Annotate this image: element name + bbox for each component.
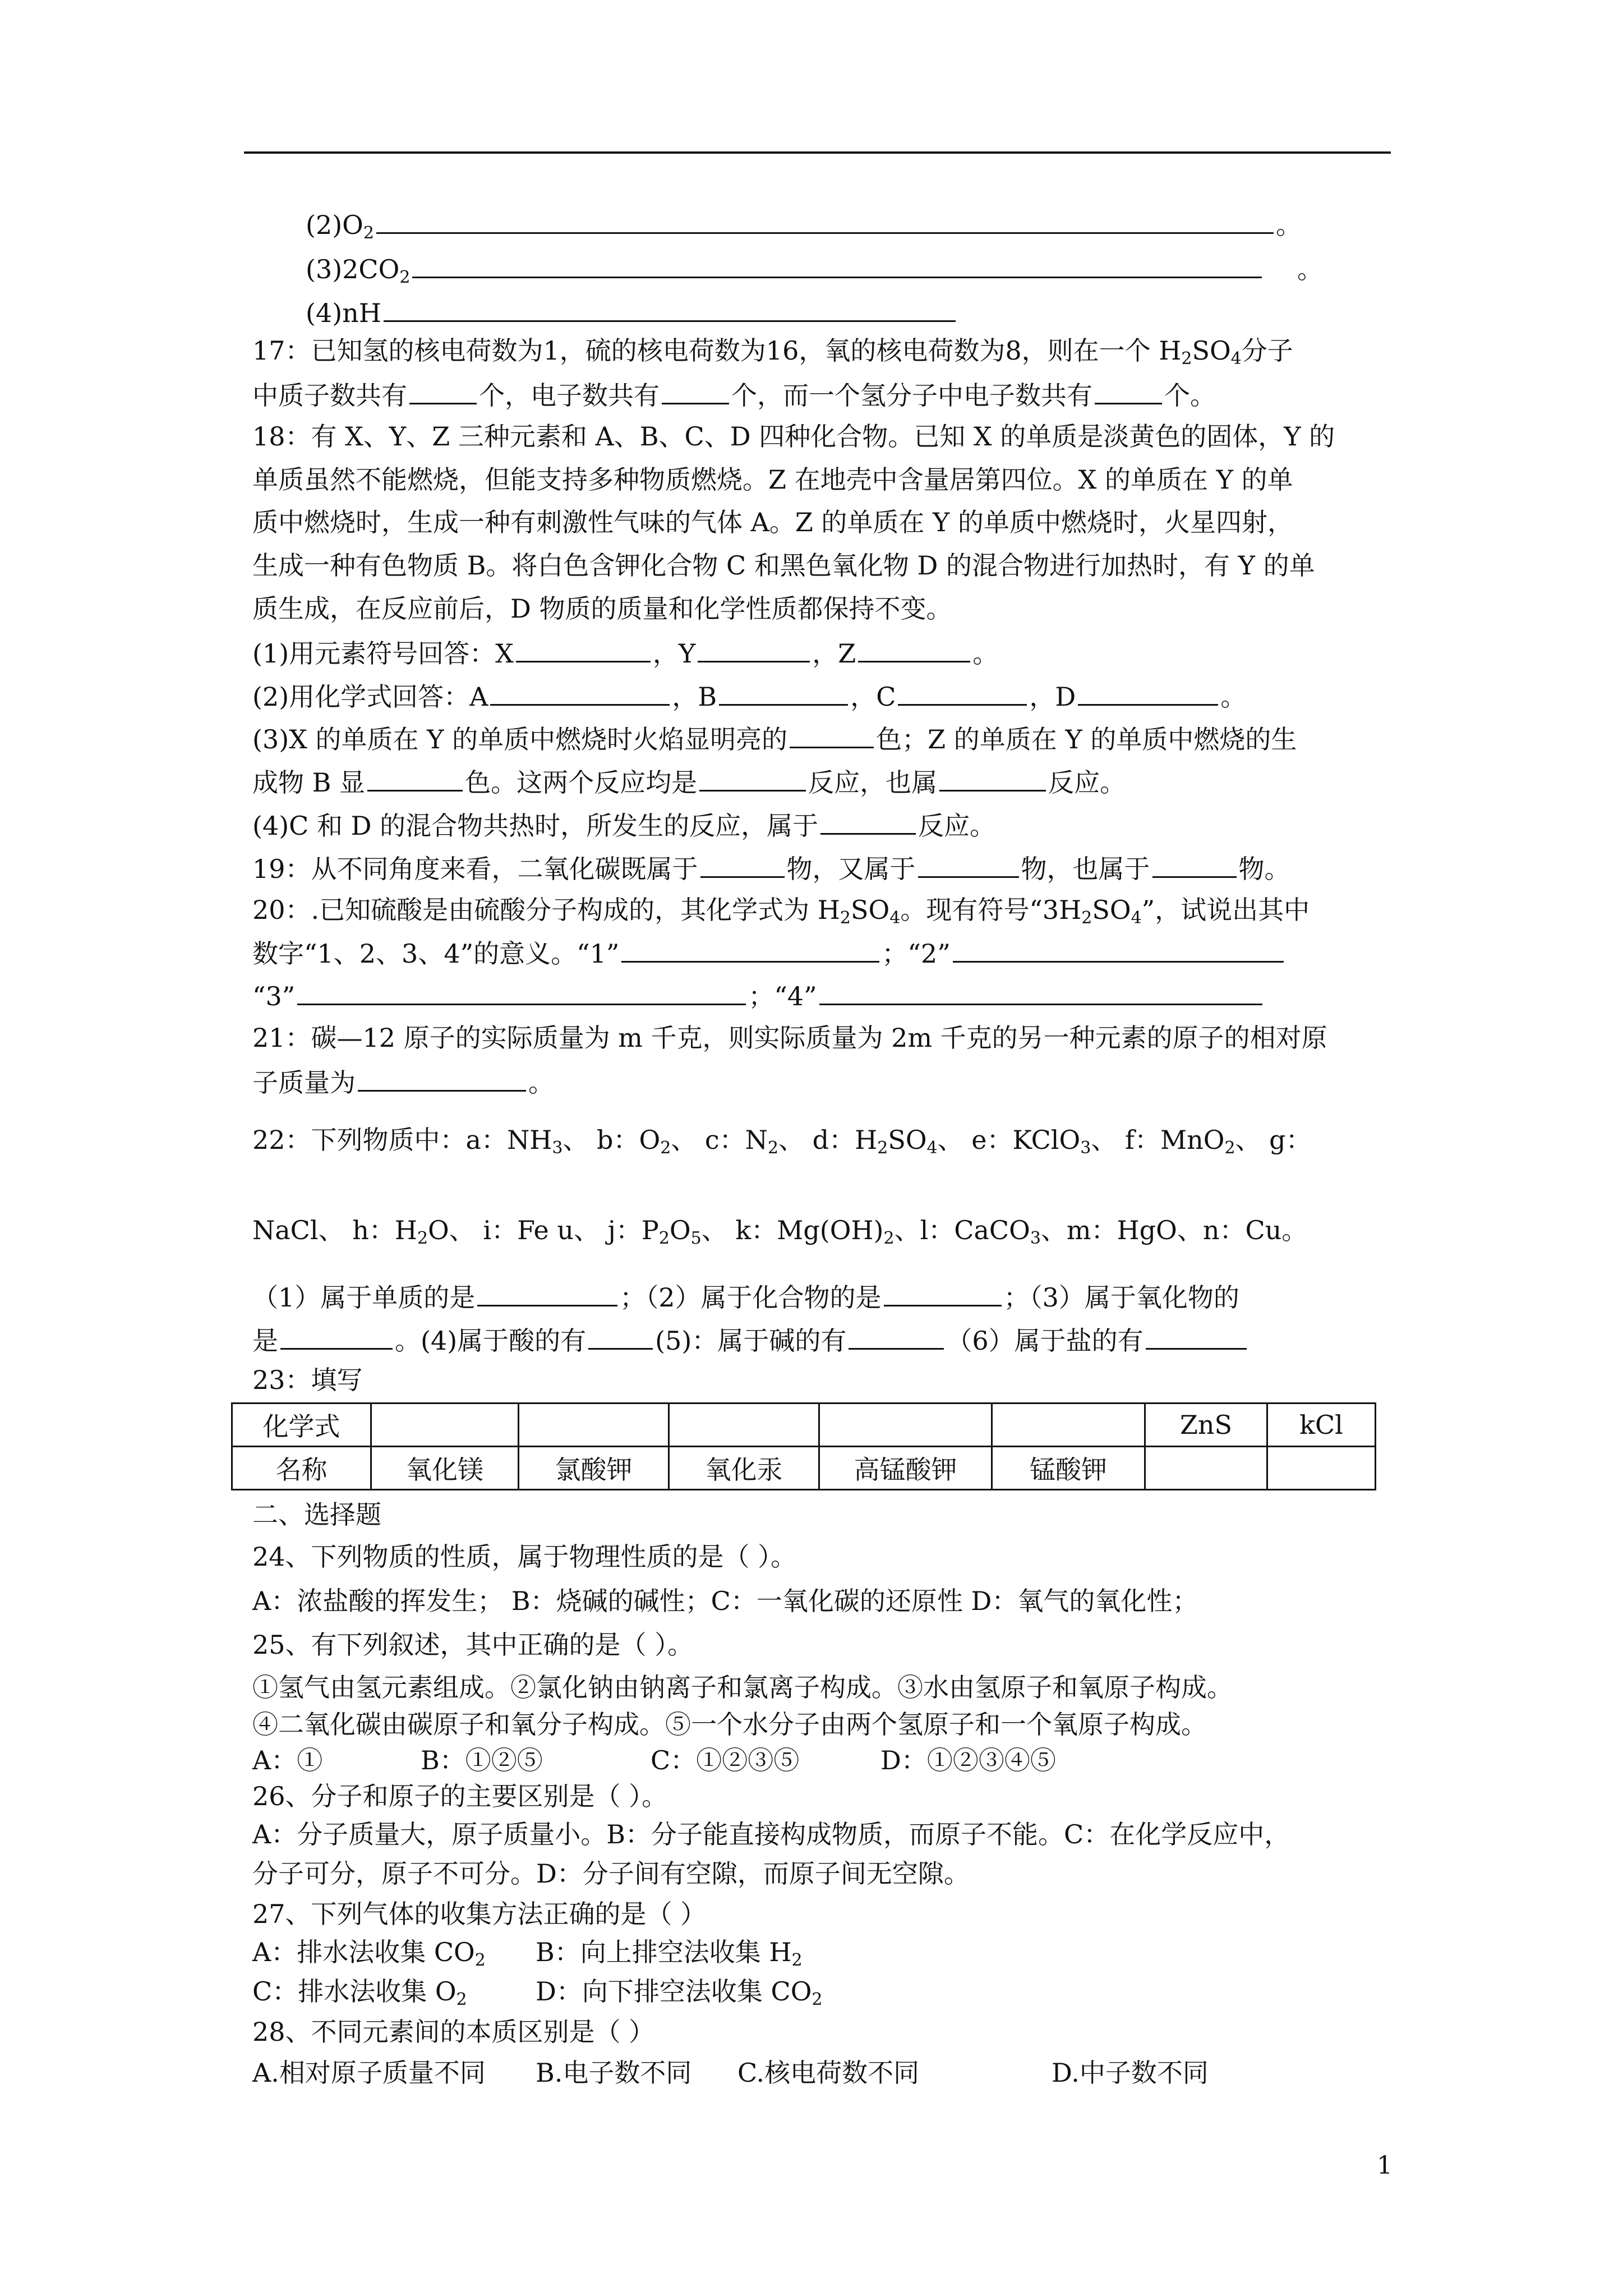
q28-stem: 28、不同元素间的本质区别是（ ） bbox=[252, 2017, 655, 2047]
section-heading: 二、选择题 bbox=[252, 1499, 381, 1530]
q22-line2: NaCl、 h：$H_2O$、 i：Fe u、 j：$P_2O_5$、 k：$Mg(OH)_2$、l：CaCO$_3$、m：HgO、n：Cu。 bbox=[252, 1215, 1308, 1248]
answer-blank[interactable] bbox=[1146, 1322, 1247, 1350]
table-cell[interactable] bbox=[669, 1404, 819, 1447]
answer-blank[interactable] bbox=[820, 807, 916, 835]
option-d[interactable]: D：①②③④⑤ bbox=[880, 1745, 1056, 1775]
option-c[interactable]: C：①②③⑤ bbox=[651, 1745, 800, 1775]
q18-line5: 质生成，在反应前后，D 物质的质量和化学性质都保持不变。 bbox=[252, 593, 952, 624]
answer-blank[interactable] bbox=[1078, 678, 1218, 706]
answer-blank[interactable] bbox=[939, 764, 1046, 792]
option-b[interactable]: B：①②⑤ bbox=[421, 1745, 543, 1775]
q21-line2: 子质量为 。 bbox=[252, 1064, 1391, 1099]
q20-line2: 数字“1、2、3、4”的意义。“1” ；“2” bbox=[252, 935, 1391, 970]
q25-stem: 25、有下列叙述，其中正确的是（ ）。 bbox=[252, 1630, 694, 1660]
table-row bbox=[232, 1404, 1376, 1447]
q22-line3: （1）属于单质的是 ；（2）属于化合物的是 ；（3）属于氧化物的 bbox=[252, 1279, 1391, 1314]
answer-blank[interactable] bbox=[719, 678, 848, 706]
q23-title: 23：填写 bbox=[252, 1365, 363, 1395]
answer-blank[interactable] bbox=[588, 1322, 653, 1350]
q20-line1: 20：.已知硫酸是由硫酸分子构成的，其化学式为 $H_2SO_4$。现有符号“$3H_2SO_4$”，试说出其中 bbox=[252, 895, 1310, 928]
option-a[interactable]: A.相对原子质量不同 bbox=[252, 2058, 486, 2088]
q20-line3: “3” ；“4” bbox=[252, 978, 1391, 1013]
q17-line1: 17：已知氢的核电荷数为1，硫的核电荷数为16，氧的核电荷数为8，则在一个 $H_2SO_4$分子 bbox=[252, 335, 1293, 369]
table-cell: kCl bbox=[1267, 1404, 1376, 1447]
answer-blank[interactable] bbox=[662, 377, 729, 404]
q16-part4: (4)nH bbox=[306, 295, 1444, 330]
answer-blank[interactable] bbox=[790, 721, 874, 748]
q22-line4: 是 。(4)属于酸的有 (5)：属于碱的有 （6）属于盐的有 bbox=[252, 1322, 1391, 1358]
answer-blank[interactable] bbox=[280, 1322, 393, 1350]
answer-blank[interactable] bbox=[953, 935, 1284, 963]
answer-blank[interactable] bbox=[477, 1279, 617, 1306]
q26-line1: A：分子质量大，原子质量小。B：分子能直接构成物质，而原子不能。C：在化学反应中， bbox=[252, 1819, 1290, 1849]
table-cell: 氧化镁 bbox=[371, 1447, 519, 1490]
q24-options: A：浓盐酸的挥发生； B：烧碱的碱性；C：一氧化碳的还原性 D：氧气的氧化性； bbox=[252, 1586, 1198, 1616]
answer-blank[interactable] bbox=[358, 1064, 526, 1092]
answer-blank[interactable] bbox=[819, 978, 1262, 1005]
q22-line1: 22：下列物质中：a：$NH_3$、 b：$O_2$、 c：$N_2$、 d：$H_2SO_4$、 e：KClO$_3$、 f：MnO$_2$、 g： bbox=[252, 1125, 1312, 1158]
option-c[interactable]: C.核电荷数不同 bbox=[737, 2058, 920, 2088]
option-b[interactable]: B.电子数不同 bbox=[536, 2058, 692, 2088]
q18-sub3-line2: 成物 B 显 色。这两个反应均是 反应，也属 反应。 bbox=[252, 764, 1391, 799]
q17-line2: 中质子数共有 个，电子数共有 个，而一个氢分子中电子数共有 个。 bbox=[252, 377, 1391, 412]
q26-stem: 26、分子和原子的主要区别是（ ）。 bbox=[252, 1781, 668, 1811]
answer-blank[interactable] bbox=[516, 635, 651, 662]
q26-line2: 分子可分，原子不可分。D：分子间有空隙，而原子间无空隙。 bbox=[252, 1858, 970, 1889]
header-rule bbox=[244, 151, 1391, 154]
answer-blank[interactable] bbox=[367, 764, 463, 792]
table-cell[interactable] bbox=[992, 1404, 1145, 1447]
page-number: 1 bbox=[1377, 2151, 1393, 2180]
table-cell[interactable] bbox=[819, 1404, 992, 1447]
answer-blank[interactable] bbox=[699, 764, 806, 792]
answer-blank[interactable] bbox=[297, 978, 746, 1005]
q18-line4: 生成一种有色物质 B。将白色含钾化合物 C 和黑色氧化物 D 的混合物进行加热时，有 Y 的单 bbox=[252, 550, 1315, 581]
q23-table bbox=[231, 1402, 1376, 1490]
table-row bbox=[232, 1447, 1376, 1490]
q25-line2: ④二氧化碳由碳原子和氧分子构成。⑤一个水分子由两个氢原子和一个氧原子构成。 bbox=[252, 1709, 1207, 1740]
q18-line1: 18：有 X、Y、Z 三种元素和 A、B、C、D 四种化合物。已知 X 的单质是淡黄色的固体，Y 的 bbox=[252, 421, 1335, 452]
answer-blank[interactable] bbox=[412, 251, 1262, 278]
q24-stem: 24、下列物质的性质，属于物理性质的是（ ）。 bbox=[252, 1542, 797, 1572]
q18-line2: 单质虽然不能燃烧，但能支持多种物质燃烧。Z 在地壳中含量居第四位。X 的单质在 Y 的单 bbox=[252, 464, 1293, 495]
table-cell: 锰酸钾 bbox=[992, 1447, 1145, 1490]
answer-blank[interactable] bbox=[384, 295, 956, 322]
q25-line1: ①氢气由氢元素组成。②氯化钠由钠离子和氯离子构成。③水由氢原子和氧原子构成。 bbox=[252, 1672, 1233, 1703]
answer-blank[interactable] bbox=[698, 635, 810, 662]
table-cell[interactable] bbox=[519, 1404, 669, 1447]
table-cell: 氯酸钾 bbox=[519, 1447, 669, 1490]
table-cell: 高锰酸钾 bbox=[819, 1447, 992, 1490]
q18-sub1: (1)用元素符号回答：X ，Y ，Z 。 bbox=[252, 635, 1391, 670]
table-cell: 名称 bbox=[232, 1447, 371, 1490]
option-a[interactable]: A：排水法收集 $CO_2$ bbox=[252, 1937, 486, 1970]
answer-blank[interactable] bbox=[376, 206, 1274, 234]
option-a[interactable]: A：① bbox=[252, 1745, 323, 1775]
table-cell: ZnS bbox=[1145, 1404, 1267, 1447]
answer-blank[interactable] bbox=[918, 850, 1019, 878]
table-cell[interactable] bbox=[371, 1404, 519, 1447]
q18-sub2: (2)用化学式回答：A ，B ，C ，D 。 bbox=[252, 678, 1391, 714]
option-d[interactable]: D.中子数不同 bbox=[1052, 2058, 1209, 2088]
option-b[interactable]: B：向上排空法收集 $H_2$ bbox=[536, 1937, 803, 1970]
answer-blank[interactable] bbox=[1095, 377, 1162, 404]
answer-blank[interactable] bbox=[490, 678, 670, 706]
option-c[interactable]: C：排水法收集 $O_2$ bbox=[252, 1976, 467, 2009]
answer-blank[interactable] bbox=[1152, 850, 1237, 878]
answer-blank[interactable] bbox=[409, 377, 477, 404]
answer-blank[interactable] bbox=[849, 1322, 944, 1350]
answer-blank[interactable] bbox=[700, 850, 785, 878]
table-cell: 化学式 bbox=[232, 1404, 371, 1447]
q16-part2: $(2)O_2$ 。 bbox=[306, 206, 1444, 242]
table-cell: 氧化汞 bbox=[669, 1447, 819, 1490]
q27-stem: 27、下列气体的收集方法正确的是（ ） bbox=[252, 1899, 707, 1929]
answer-blank[interactable] bbox=[621, 935, 879, 963]
q18-sub4: (4)C 和 D 的混合物共热时，所发生的反应，属于 反应。 bbox=[252, 807, 1391, 843]
q18-line3: 质中燃烧时，生成一种有刺激性气味的气体 A。Z 的单质在 Y 的单质中燃烧时，火星四射， bbox=[252, 507, 1294, 537]
answer-blank[interactable] bbox=[884, 1279, 1002, 1306]
q16-part3: $(3)2CO_2$ 。 bbox=[306, 251, 1444, 286]
answer-blank[interactable] bbox=[858, 635, 970, 662]
q18-sub3-line1: (3)X 的单质在 Y 的单质中燃烧时火焰显明亮的 色；Z 的单质在 Y 的单质中燃烧的生 bbox=[252, 721, 1391, 756]
table-cell[interactable] bbox=[1145, 1447, 1267, 1490]
q21-line1: 21：碳—12 原子的实际质量为 m 千克，则实际质量为 2m 千克的另一种元素的原子的相对原 bbox=[252, 1023, 1327, 1053]
answer-blank[interactable] bbox=[898, 678, 1027, 706]
option-d[interactable]: D：向下排空法收集 $CO_2$ bbox=[536, 1976, 823, 2009]
table-cell[interactable] bbox=[1267, 1447, 1376, 1490]
q19: 19：从不同角度来看，二氧化碳既属于 物，又属于 物，也属于 物。 bbox=[252, 850, 1391, 886]
